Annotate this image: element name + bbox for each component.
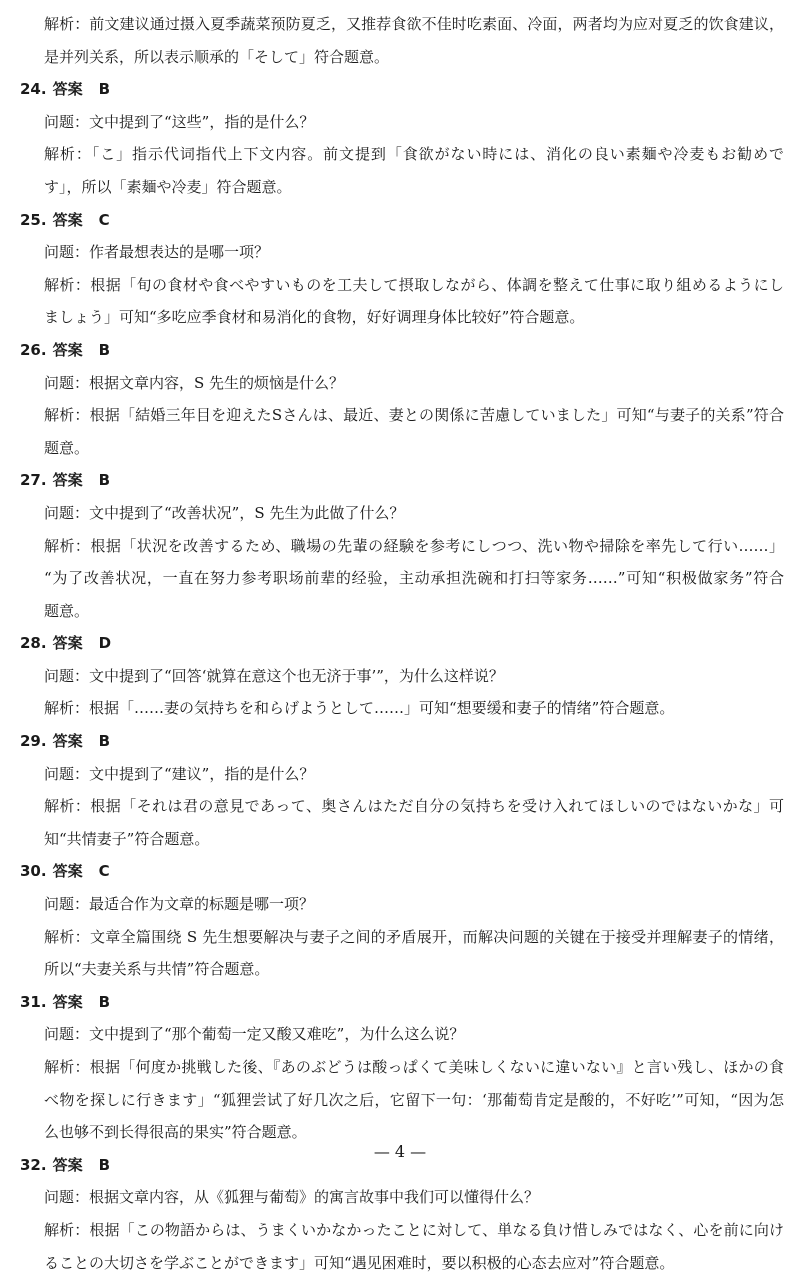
analysis-line: 题意。: [44, 438, 90, 457]
analysis-line: 解析：根据「結婚三年目を迎えたSさんは、最近、妻との関係に苦慮していました」可知“与妻子的关系”符合: [44, 406, 784, 425]
analysis-line: べ物を探しに行きます」“狐狸尝试了好几次之后，它留下一句：‘那葡萄肯定是酸的，不好吃’”可知，“因为怎: [44, 1090, 784, 1109]
answer-heading: [20, 204, 784, 237]
intro-analysis: [20, 8, 784, 73]
question-text: 问题：文中提到了“建议”，指的是什么？: [44, 764, 315, 783]
question-number: 29.: [20, 732, 47, 751]
answer-heading: [20, 334, 784, 367]
answer-letter: B: [98, 1155, 111, 1174]
question-text: 问题：文中提到了“回答‘就算在意这个也无济于事’”，为什么这样说？: [44, 666, 504, 685]
answer-item-31: [20, 986, 784, 1149]
analysis-line: ることの大切さを学ぶことができます」可知“遇见困难时，要以积极的心态去应对”符合题意。: [44, 1253, 675, 1272]
question-number: 25.: [20, 210, 47, 229]
analysis-line: 解析：根据「旬の食材や食べやすいものを工夫して摂取しながら、体調を整えて仕事に取り組めるようにし: [44, 275, 784, 294]
question-text: 问题：根据文章内容，从《狐狸与葡萄》的寓言故事中我们可以懂得什么？: [44, 1188, 540, 1207]
answer-item-30: [20, 855, 784, 985]
question-number: 26.: [20, 340, 47, 359]
answer-heading: [20, 725, 784, 758]
analysis-line: す」，所以「素麺や冷麦」符合题意。: [44, 177, 292, 196]
answer-label: 答案: [52, 732, 83, 751]
answer-item-25: [20, 204, 784, 334]
answer-explanations: [20, 8, 784, 1279]
question-number: 27.: [20, 471, 47, 490]
answer-label: 答案: [52, 471, 83, 490]
analysis-line: “为了改善状况，一直在努力参考职场前辈的经验，主动承担洗碗和打扫等家务……”可知“积极做家务”符合: [44, 569, 784, 588]
answer-letter: B: [98, 471, 111, 490]
question-text: 问题：最适合作为文章的标题是哪一项？: [44, 895, 315, 914]
analysis-line: 解析：文章全篇围绕 S 先生想要解决与妻子之间的矛盾展开，而解决问题的关键在于接受并理解妻子的情绪，: [44, 927, 784, 946]
analysis-line: 解析：根据「状況を改善するため、職場の先輩の経験を参考にしつつ、洗い物や掃除を率先して行い……」: [44, 536, 784, 555]
answer-item-29: [20, 725, 784, 855]
analysis-line: 解析：根据「何度か挑戦した後、『あのぶどうは酸っぱくて美味しくないに違いない』と言い残し、ほかの食: [44, 1058, 784, 1076]
question-text: 问题：文中提到了“那个葡萄一定又酸又难吃”，为什么这么说？: [44, 1025, 465, 1044]
question-text: 问题：作者最想表达的是哪一项？: [44, 243, 270, 262]
answer-label: 答案: [52, 80, 83, 99]
question-text: 问题：文中提到了“改善状况”，S 先生为此做了什么？: [44, 503, 405, 522]
answer-item-28: [20, 627, 784, 725]
analysis-line: 题意。: [44, 601, 90, 620]
answer-heading: [20, 855, 784, 888]
question-text: 问题：根据文章内容，S 先生的烦恼是什么？: [44, 373, 345, 392]
answer-label: 答案: [52, 1155, 83, 1174]
answer-label: 答案: [52, 634, 83, 653]
question-number: 30.: [20, 862, 47, 881]
answer-letter: B: [98, 340, 111, 359]
analysis-line: 是并列关系，所以表示顺承的「そして」符合题意。: [44, 47, 390, 66]
answer-heading: [20, 986, 784, 1019]
analysis-line: 解析：根据「それは君の意見であって、奥さんはただ自分の気持ちを受け入れてほしいのではないかな」可: [44, 797, 784, 816]
answer-item-32: [20, 1149, 784, 1279]
answer-letter: C: [98, 862, 110, 881]
answer-label: 答案: [52, 340, 83, 359]
answer-label: 答案: [52, 862, 83, 881]
answer-item-24: [20, 73, 784, 203]
answer-letter: C: [98, 210, 110, 229]
answer-heading: [20, 73, 784, 106]
answer-heading: [20, 627, 784, 660]
answer-letter: B: [98, 732, 111, 751]
answer-letter: B: [98, 992, 111, 1011]
analysis-line: 么也够不到长得很高的果实”符合题意。: [44, 1123, 307, 1142]
analysis-line: 解析：根据「この物語からは、うまくいかなかったことに対して、単なる負け惜しみではなく、心を前に向け: [44, 1220, 784, 1239]
answer-label: 答案: [52, 210, 83, 229]
answer-item-27: [20, 464, 784, 627]
analysis-line: 解析：「こ」指示代词指代上下文内容。前文提到「食欲がない時には、消化の良い素麺や冷麦もお勧めで: [44, 145, 784, 164]
answer-letter: D: [98, 634, 112, 653]
analysis-line: ましょう」可知“多吃应季食材和易消化的食物，好好调理身体比较好”符合题意。: [44, 308, 585, 327]
answer-heading: [20, 464, 784, 497]
answer-item-26: [20, 334, 784, 464]
question-text: 问题：文中提到了“这些”，指的是什么？: [44, 112, 315, 131]
page-number: — 4 —: [373, 1142, 427, 1161]
question-number: 32.: [20, 1155, 47, 1174]
analysis-line: 解析：前文建议通过摄入夏季蔬菜预防夏乏，又推荐食欲不佳时吃素面、冷面，两者均为应对夏乏的饮食建议，: [44, 15, 784, 33]
question-number: 24.: [20, 80, 47, 99]
answer-letter: B: [98, 80, 111, 99]
analysis-line: 解析：根据「……妻の気持ちを和らげようとして……」可知“想要缓和妻子的情绪”符合题意。: [44, 699, 675, 718]
question-number: 28.: [20, 634, 47, 653]
analysis-line: 所以“夫妻关系与共情”符合题意。: [44, 960, 270, 979]
analysis-line: 知“共情妻子”符合题意。: [44, 829, 210, 848]
answer-label: 答案: [52, 992, 83, 1011]
question-number: 31.: [20, 992, 47, 1011]
